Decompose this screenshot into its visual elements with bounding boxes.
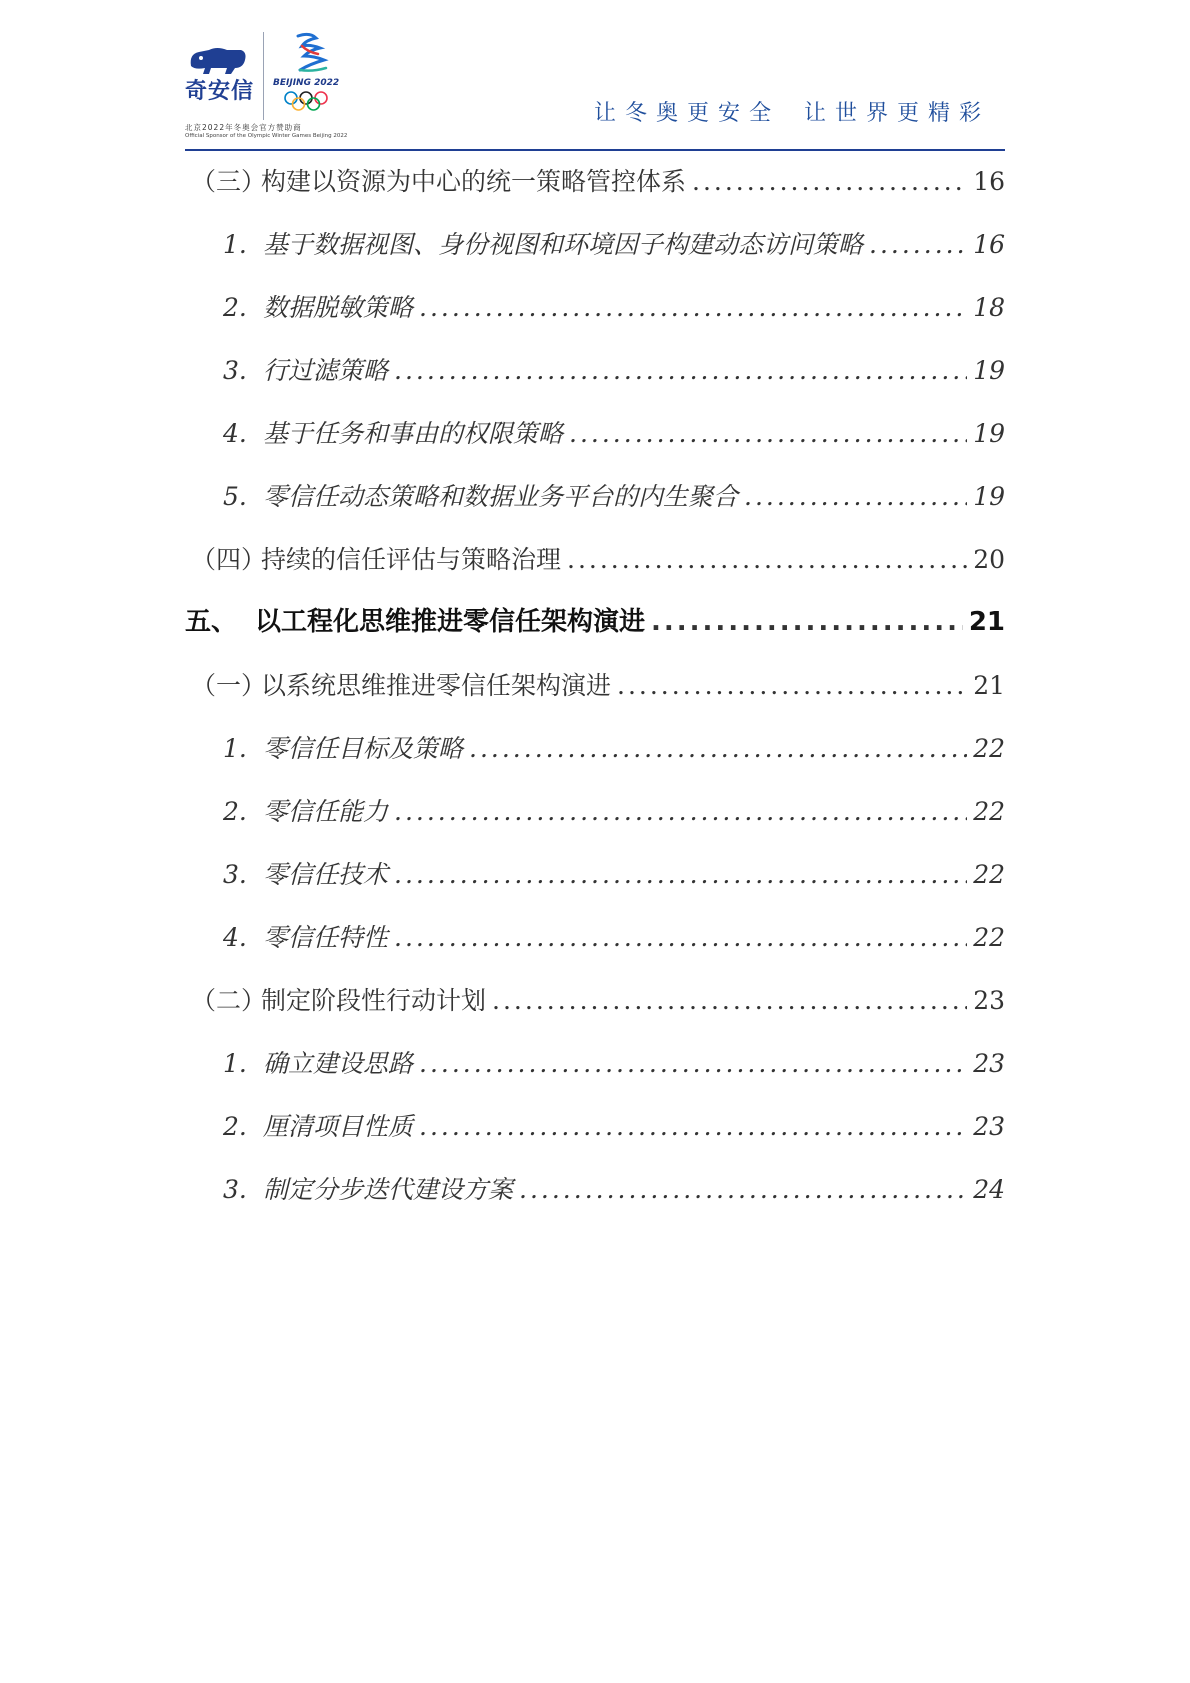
toc-entry-text: 构建以资源为中心的统一策略管控体系 (261, 167, 687, 196)
toc-dot-leader (469, 717, 967, 780)
toc-entry-number: （四） (191, 545, 267, 574)
toc-dot-leader (419, 276, 967, 339)
toc-page-number: 23 (973, 986, 1005, 1015)
toc-page-number: 22 (973, 734, 1005, 763)
qianxin-brand-name: 奇安信 (185, 79, 255, 104)
sponsor-logo-block (185, 30, 348, 140)
qianxin-lion-icon (187, 44, 249, 76)
toc-entry-number: 1. (223, 734, 247, 763)
toc-dot-leader (394, 339, 967, 402)
toc-page-number: 21 (973, 671, 1005, 700)
toc-dot-leader (869, 213, 967, 276)
beijing-2022-wordmark: BEIJING 2022 (273, 78, 340, 88)
toc-entry-text: 零信任动态策略和数据业务平台的内生聚合 (263, 482, 739, 511)
olympic-rings-icon (283, 90, 329, 112)
toc-dot-leader (394, 843, 967, 906)
toc-entry-text: 以工程化思维推进零信任架构演进 (255, 607, 646, 637)
toc-page-number: 21 (968, 607, 1005, 637)
logo-divider (263, 32, 264, 120)
toc-entry-number: 1. (223, 1049, 247, 1078)
toc-page-number: 19 (973, 419, 1005, 448)
toc-entry[interactable] (185, 465, 1005, 528)
toc-dot-leader (651, 591, 963, 654)
toc-page-number: 19 (973, 482, 1005, 511)
toc-entry-title (185, 591, 645, 654)
toc-entry[interactable] (185, 654, 1005, 717)
sponsor-line-chinese: 北京2022年冬奥会官方赞助商 (185, 123, 302, 132)
toc-dot-leader (567, 528, 967, 591)
toc-entry-number: 3. (223, 1175, 247, 1204)
toc-entry[interactable] (185, 717, 1005, 780)
toc-entry-text: 行过滤策略 (263, 356, 389, 385)
slogan-part-2: 让世界更精彩 (803, 101, 990, 126)
toc-page-number: 20 (973, 545, 1005, 574)
toc-entry-text: 基于任务和事由的权限策略 (263, 419, 564, 448)
toc-page-number: 24 (973, 1175, 1005, 1204)
toc-entry-title (223, 1158, 513, 1221)
toc-entry[interactable] (185, 402, 1005, 465)
toc-entry[interactable] (185, 843, 1005, 906)
toc-entry-title (191, 528, 561, 591)
toc-entry-number: 五、 (185, 607, 238, 637)
slogan-part-1: 让冬奥更安全 (593, 101, 780, 126)
toc-dot-leader (394, 906, 967, 969)
toc-dot-leader (519, 1158, 967, 1221)
toc-entry[interactable] (185, 780, 1005, 843)
toc-entry-number: 4. (223, 923, 247, 952)
toc-entry-title (223, 339, 388, 402)
toc-entry-title (223, 465, 738, 528)
toc-entry-title (223, 1032, 413, 1095)
toc-entry-text: 零信任特性 (263, 923, 389, 952)
toc-dot-leader (492, 969, 967, 1032)
toc-entry-title (191, 150, 686, 213)
toc-entry-number: （一） (191, 671, 267, 700)
toc-entry-title (223, 717, 463, 780)
toc-entry-text: 数据脱敏策略 (263, 293, 414, 322)
toc-page-number: 22 (973, 797, 1005, 826)
toc-entry-number: 1. (223, 230, 247, 259)
toc-entry[interactable] (185, 1095, 1005, 1158)
toc-entry-number: （三） (191, 167, 267, 196)
toc-entry-title (191, 654, 611, 717)
toc-entry-number: 3. (223, 860, 247, 889)
toc-page-number: 19 (973, 356, 1005, 385)
toc-entry[interactable] (185, 276, 1005, 339)
toc-entry-title (191, 969, 486, 1032)
toc-entry-text: 零信任技术 (263, 860, 389, 889)
toc-entry[interactable] (185, 150, 1005, 213)
toc-entry-text: 持续的信任评估与策略治理 (261, 545, 562, 574)
header-slogan (594, 96, 990, 127)
toc-entry-text: 基于数据视图、身份视图和环境因子构建动态访问策略 (263, 230, 864, 259)
toc-entry-number: （二） (191, 986, 267, 1015)
toc-entry-title (223, 213, 863, 276)
toc-entry-number: 3. (223, 356, 247, 385)
toc-entry-number: 2. (223, 797, 247, 826)
toc-dot-leader (419, 1032, 967, 1095)
table-of-contents (185, 150, 1005, 1221)
toc-entry-text: 制定分步迭代建设方案 (263, 1175, 514, 1204)
toc-entry[interactable] (185, 906, 1005, 969)
toc-entry-text: 确立建设思路 (263, 1049, 414, 1078)
toc-entry-text: 零信任能力 (263, 797, 389, 826)
toc-entry-title (223, 780, 388, 843)
toc-entry-title (223, 276, 413, 339)
toc-entry[interactable] (185, 591, 1005, 654)
toc-entry-number: 2. (223, 293, 247, 322)
toc-entry-text: 制定阶段性行动计划 (261, 986, 487, 1015)
toc-entry[interactable] (185, 213, 1005, 276)
toc-dot-leader (419, 1095, 967, 1158)
toc-page-number: 23 (973, 1049, 1005, 1078)
page-header (0, 0, 1190, 155)
toc-entry-title (223, 906, 388, 969)
toc-entry-title (223, 843, 388, 906)
toc-dot-leader (569, 402, 967, 465)
beijing-2022-emblem-icon (280, 32, 330, 76)
toc-entry[interactable] (185, 1158, 1005, 1221)
toc-dot-leader (692, 150, 967, 213)
toc-entry[interactable] (185, 339, 1005, 402)
toc-dot-leader (744, 465, 967, 528)
toc-entry-number: 2. (223, 1112, 247, 1141)
toc-page-number: 16 (973, 230, 1005, 259)
toc-dot-leader (617, 654, 967, 717)
toc-entry-text: 零信任目标及策略 (263, 734, 464, 763)
toc-entry-title (223, 402, 563, 465)
toc-entry-text: 以系统思维推进零信任架构演进 (261, 671, 612, 700)
toc-page-number: 22 (973, 860, 1005, 889)
toc-entry-text: 厘清项目性质 (263, 1112, 414, 1141)
toc-page-number: 23 (973, 1112, 1005, 1141)
toc-entry[interactable] (185, 969, 1005, 1032)
toc-dot-leader (394, 780, 967, 843)
toc-entry[interactable] (185, 528, 1005, 591)
sponsor-line-english: Official Sponsor of the Olympic Winter Games Beijing 2022 (185, 133, 348, 139)
toc-entry-title (223, 1095, 413, 1158)
toc-page-number: 16 (973, 167, 1005, 196)
toc-page-number: 22 (973, 923, 1005, 952)
toc-page-number: 18 (973, 293, 1005, 322)
toc-entry-number: 5. (223, 482, 247, 511)
toc-entry-number: 4. (223, 419, 247, 448)
toc-entry[interactable] (185, 1032, 1005, 1095)
